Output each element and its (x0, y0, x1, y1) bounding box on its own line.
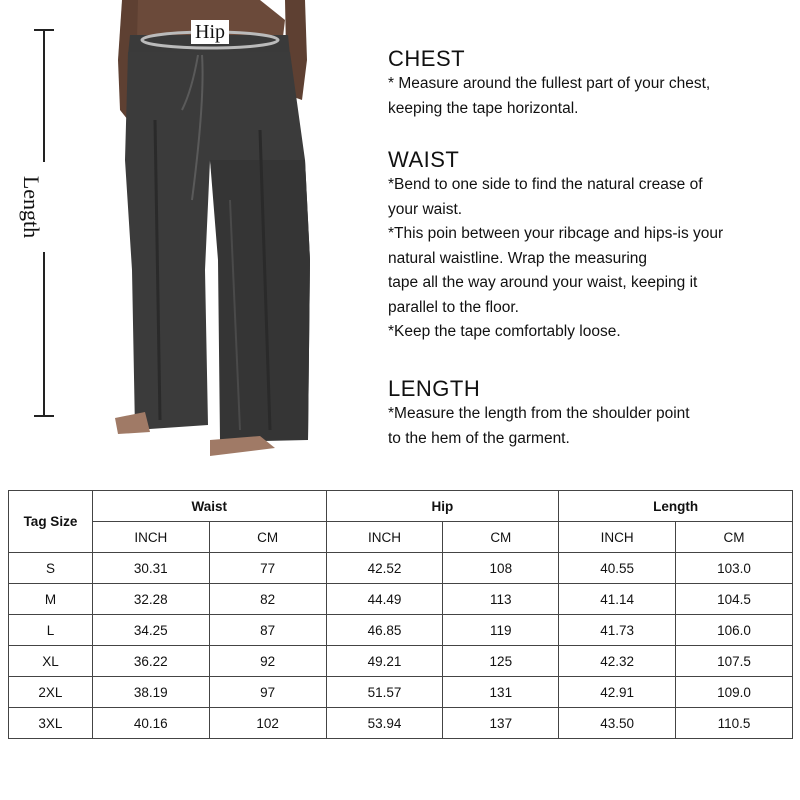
table-cell: 42.52 (326, 553, 443, 584)
length-header: Length (559, 491, 793, 522)
unit-header: CM (676, 522, 793, 553)
table-cell: 92 (209, 646, 326, 677)
table-cell: 104.5 (676, 584, 793, 615)
hip-header: Hip (326, 491, 559, 522)
tag-size-header: Tag Size (9, 491, 93, 553)
table-cell: 36.22 (92, 646, 209, 677)
table-cell: 49.21 (326, 646, 443, 677)
table-cell: 46.85 (326, 615, 443, 646)
table-cell: 32.28 (92, 584, 209, 615)
table-cell: 40.55 (559, 553, 676, 584)
waist-line: your waist. (388, 200, 463, 218)
table-row (9, 615, 793, 646)
table-cell: 97 (209, 677, 326, 708)
table-cell: 41.14 (559, 584, 676, 615)
table-cell: 119 (443, 615, 559, 646)
table-cell: 34.25 (92, 615, 209, 646)
table-row (9, 646, 793, 677)
unit-header: CM (209, 522, 326, 553)
table-cell: 53.94 (326, 708, 443, 739)
size-cell: M (9, 584, 93, 615)
unit-header: INCH (326, 522, 443, 553)
table-cell: 113 (443, 584, 559, 615)
table-cell: 41.73 (559, 615, 676, 646)
waist-section (388, 147, 723, 345)
table-header-row (9, 491, 793, 522)
unit-header: CM (443, 522, 559, 553)
table-cell: 38.19 (92, 677, 209, 708)
table-row (9, 584, 793, 615)
waist-line: natural waistline. Wrap the measuring (388, 249, 648, 267)
table-cell: 107.5 (676, 646, 793, 677)
table-cell: 137 (443, 708, 559, 739)
waist-line: *Keep the tape comfortably loose. (388, 323, 621, 340)
table-cell: 44.49 (326, 584, 443, 615)
table-cell: 42.91 (559, 677, 676, 708)
table-cell: 125 (443, 646, 559, 677)
table-cell: 82 (209, 584, 326, 615)
length-label: Length (16, 162, 46, 252)
size-cell: XL (9, 646, 93, 677)
length-line: to the hem of the garment. (388, 429, 570, 447)
table-cell: 110.5 (676, 708, 793, 739)
size-cell: 2XL (9, 677, 93, 708)
waist-line: *Bend to one side to find the natural crease of (388, 176, 703, 193)
table-cell: 87 (209, 615, 326, 646)
chest-line: * Measure around the fullest part of your chest, (388, 75, 711, 92)
size-cell: 3XL (9, 708, 93, 739)
length-title: LENGTH (388, 376, 481, 401)
waist-line: tape all the way around your waist, keeping it (388, 274, 698, 291)
table-cell: 77 (209, 553, 326, 584)
table-cell: 131 (443, 677, 559, 708)
table-cell: 103.0 (676, 553, 793, 584)
size-cell: L (9, 615, 93, 646)
table-cell: 40.16 (92, 708, 209, 739)
table-cell: 42.32 (559, 646, 676, 677)
waist-line: parallel to the floor. (388, 298, 519, 316)
waist-header: Waist (92, 491, 326, 522)
hip-label: Hip (191, 20, 229, 44)
table-cell: 30.31 (92, 553, 209, 584)
length-bracket-bottom (34, 415, 54, 417)
table-cell: 51.57 (326, 677, 443, 708)
size-chart-table (8, 490, 793, 739)
unit-header: INCH (559, 522, 676, 553)
table-cell: 108 (443, 553, 559, 584)
chest-line: keeping the tape horizontal. (388, 99, 579, 117)
table-cell: 106.0 (676, 615, 793, 646)
table-row (9, 708, 793, 739)
chest-title: CHEST (388, 46, 466, 71)
table-unit-row (9, 522, 793, 553)
table-cell: 109.0 (676, 677, 793, 708)
table-cell: 102 (209, 708, 326, 739)
waist-line: *This poin between your ribcage and hips-is your (388, 225, 724, 242)
unit-header: INCH (92, 522, 209, 553)
length-section (388, 376, 690, 451)
length-line: *Measure the length from the shoulder point (388, 405, 690, 422)
pants-image (110, 0, 325, 460)
table-cell: 43.50 (559, 708, 676, 739)
table-row (9, 553, 793, 584)
size-cell: S (9, 553, 93, 584)
chest-section (388, 46, 710, 121)
waist-title: WAIST (388, 147, 460, 172)
table-row (9, 677, 793, 708)
